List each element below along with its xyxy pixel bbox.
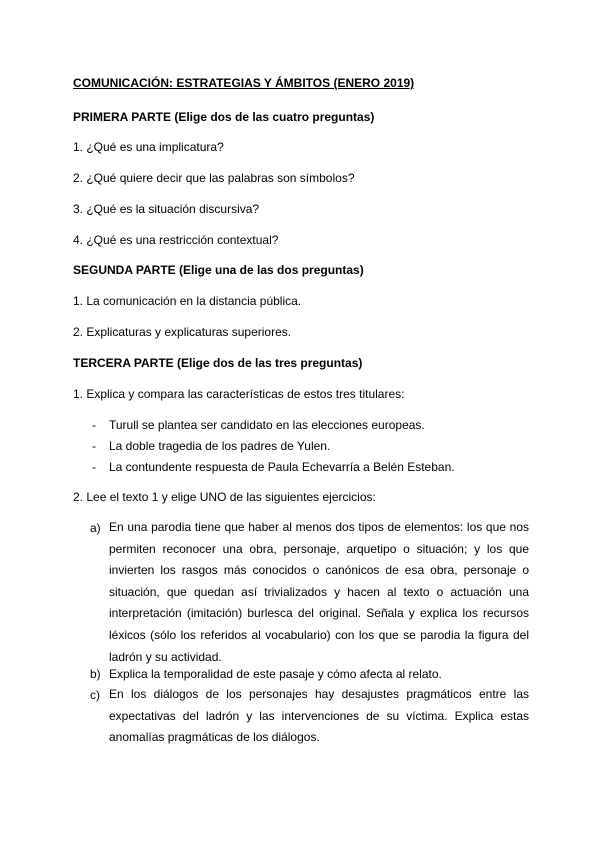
- option-b-text: Explica la temporalidad de este pasaje y cómo afecta al relato.: [109, 667, 442, 681]
- option-c-text: En los diálogos de los personajes hay desajustes pragmáticos entre las expectativas del ladrón y las intervenciones de su víctima. Explica estas anomalías pragmáticas de los diálogos.: [109, 687, 529, 745]
- option-b-label: b): [90, 667, 101, 681]
- part1-question-2: 2. ¿Qué quiere decir que las palabras son símbolos?: [73, 171, 355, 185]
- part1-question-1: 1. ¿Qué es una implicatura?: [73, 140, 224, 154]
- part2-heading: SEGUNDA PARTE (Elige una de las dos preguntas): [73, 263, 364, 277]
- part1-heading: PRIMERA PARTE (Elige dos de las cuatro preguntas): [73, 110, 375, 124]
- part3-question-2: 2. Lee el texto 1 y elige UNO de las siguientes ejercicios:: [73, 490, 376, 504]
- headline-1: Turull se plantea ser candidato en las elecciones europeas.: [109, 418, 425, 432]
- option-a-label: a): [90, 521, 101, 535]
- part1-question-3: 3. ¿Qué es la situación discursiva?: [73, 202, 260, 216]
- document-title: COMUNICACIÓN: ESTRATEGIAS Y ÁMBITOS (ENERO 2019): [73, 76, 415, 90]
- part1-question-4: 4. ¿Qué es una restricción contextual?: [73, 233, 279, 247]
- part3-question-1: 1. Explica y compara las características de estos tres titulares:: [73, 387, 405, 401]
- bullet-dash: -: [92, 418, 96, 432]
- headline-2: La doble tragedia de los padres de Yulen.: [109, 439, 331, 453]
- option-c-label: c): [90, 688, 100, 702]
- bullet-dash: -: [92, 460, 96, 474]
- part3-heading: TERCERA PARTE (Elige dos de las tres preguntas): [73, 356, 363, 370]
- headline-3: La contundente respuesta de Paula Echevarría a Belén Esteban.: [109, 460, 455, 474]
- bullet-dash: -: [92, 439, 96, 453]
- part2-question-1: 1. La comunicación en la distancia pública.: [73, 294, 302, 308]
- part2-question-2: 2. Explicaturas y explicaturas superiores.: [73, 325, 292, 339]
- option-a-text: En una parodia tiene que haber al menos dos tipos de elementos: los que nos permiten reconocer una obra, personaje, arquetipo o situación; y los que invierten los rasgos más conocidos o canónicos de esa obra, personaje o situación, que quedan así trivializados y hacen al texto o actuación una interpretación (imitación) burlesca del original. Señala y explica los recursos léxicos (sólo los referidos al vocabulario) con los que se parodia la figura del ladrón y su actividad.: [109, 520, 529, 664]
